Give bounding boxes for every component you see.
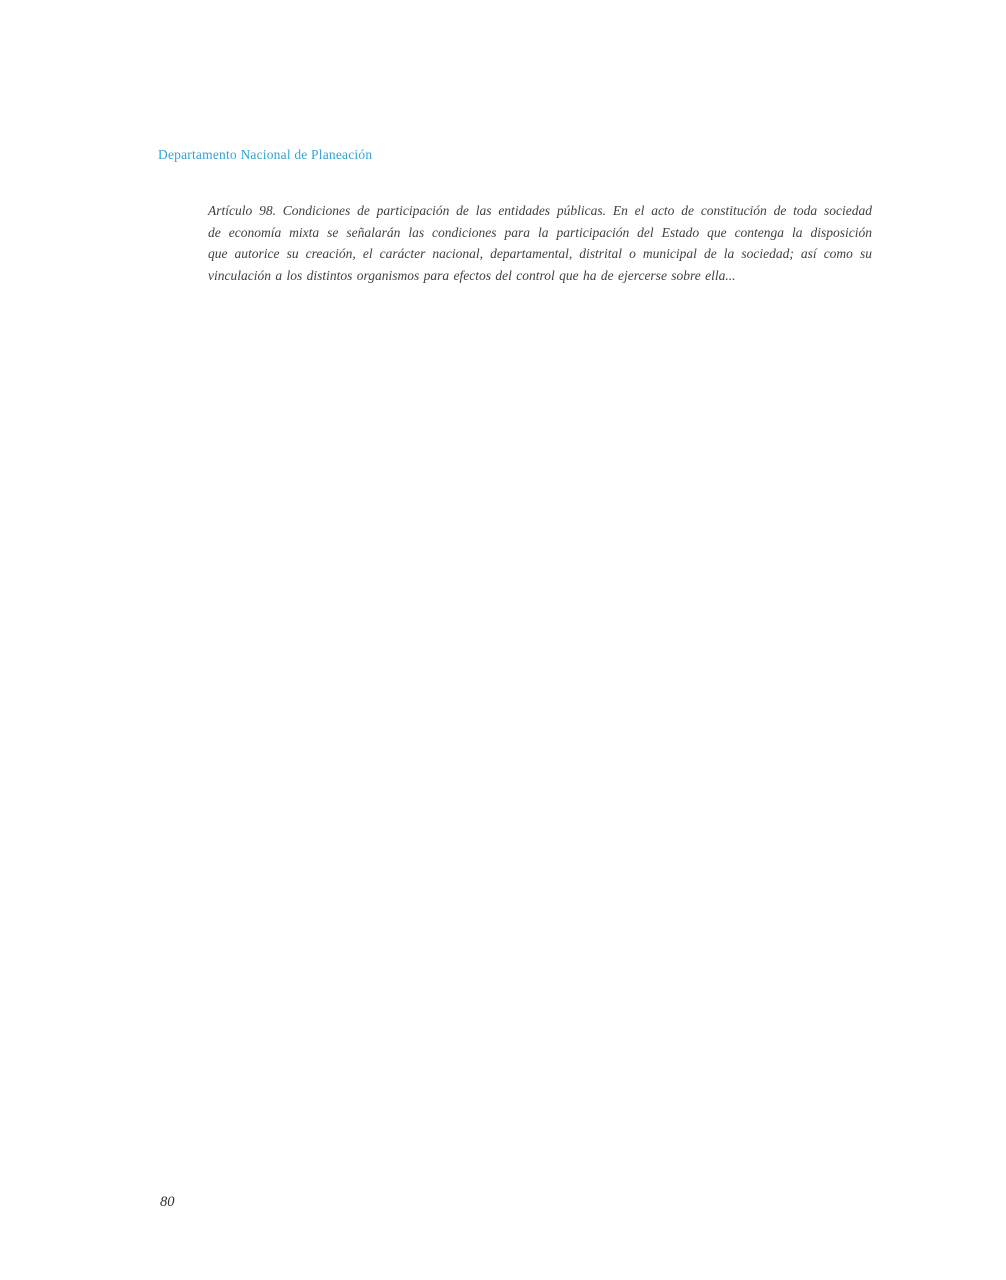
article-line: de economía mixta se señalarán las condiciones para la participación del Estado que contenga la disposición bbox=[208, 224, 872, 240]
page-number: 80 bbox=[160, 1194, 175, 1210]
article-line: vinculación a los distintos organismos para efectos del control que ha de ejercerse sobre ella... bbox=[208, 267, 736, 283]
article-line: que autorice su creación, el carácter nacional, departamental, distrital o municipal de la sociedad; así como su bbox=[208, 246, 872, 261]
running-header: Departamento Nacional de Planeación bbox=[158, 147, 373, 162]
article-paragraph bbox=[208, 200, 872, 286]
article-line: Artículo 98. Condiciones de participación de las entidades públicas. En el acto de constitución de toda sociedad bbox=[208, 203, 872, 218]
